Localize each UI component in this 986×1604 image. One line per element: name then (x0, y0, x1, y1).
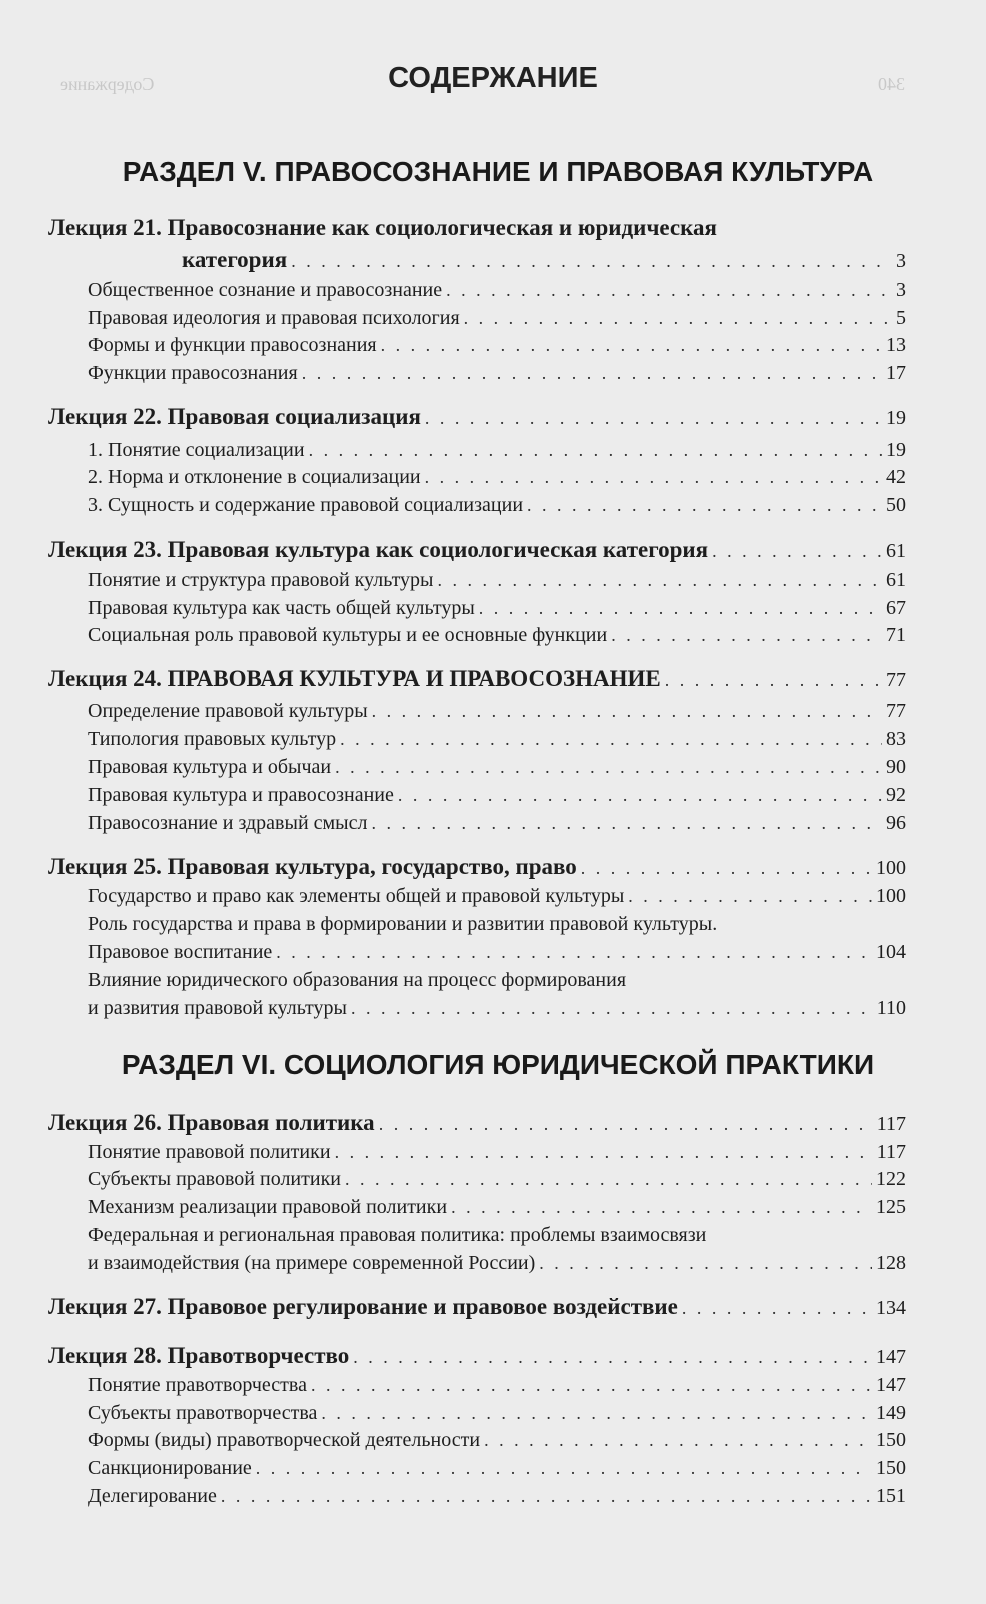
leader-dots (335, 1138, 873, 1166)
leader-dots (379, 1110, 873, 1138)
topic-row (88, 1249, 906, 1277)
topic-label: 3. Сущность и содержание правовой социализации (88, 494, 524, 516)
page-number: 19 (886, 407, 906, 429)
topic-row (88, 436, 906, 464)
leader-dots (425, 404, 882, 432)
topic-label: и взаимодействия (на примере современной России) (88, 1252, 536, 1274)
page-number: 117 (876, 1113, 906, 1135)
page-number: 67 (886, 597, 906, 619)
topic-row (88, 781, 906, 809)
page-number: 77 (886, 700, 906, 722)
page-number: 122 (876, 1168, 906, 1190)
page-title: СОДЕРЖАНИЕ (388, 62, 598, 94)
leader-dots (302, 359, 882, 387)
topic-row (88, 594, 906, 622)
topic-row (88, 1193, 906, 1221)
lecture-row (182, 246, 906, 275)
lecture-label: категория (182, 247, 288, 272)
topic-row (88, 1371, 906, 1399)
topic-label: Социальная роль правовой культуры и ее основные функции (88, 624, 608, 646)
lecture-label: Лекция 28. Правотворчество (48, 1343, 350, 1368)
leader-dots (221, 1482, 872, 1510)
lecture-label: Лекция 24. ПРАВОВАЯ КУЛЬТУРА И ПРАВОСОЗНАНИЕ (48, 666, 661, 691)
page-number: 96 (886, 812, 906, 834)
leader-dots (276, 938, 872, 966)
leader-dots (451, 1193, 872, 1221)
topic-row (88, 566, 906, 594)
topic-label: Роль государства и права в формировании и развитии правовой культуры. (88, 913, 718, 935)
leader-dots (682, 1294, 872, 1322)
lecture-label: Лекция 22. Правовая социализация (48, 404, 421, 429)
lecture-row (48, 665, 906, 694)
page-number: 13 (886, 334, 906, 356)
page-number: 3 (896, 250, 906, 272)
leader-dots (437, 566, 882, 594)
topic-label: Правовая культура и обычаи (88, 756, 332, 778)
page-number: 61 (886, 569, 906, 591)
topic-label: Правовая идеология и правовая психология (88, 307, 460, 329)
bleed-through-header: Содержание (60, 74, 155, 94)
page-number: 83 (886, 728, 906, 750)
topic-row (88, 1138, 906, 1166)
lecture-row (48, 403, 906, 432)
topic-row (88, 1165, 906, 1193)
topic-row (88, 491, 906, 519)
leader-dots (479, 594, 882, 622)
topic-row (88, 304, 906, 332)
topic-row (88, 359, 906, 387)
leader-dots (311, 1371, 872, 1399)
topic-label: Понятие и структура правовой культуры (88, 569, 434, 591)
page-number: 50 (886, 494, 906, 516)
leader-dots (371, 809, 882, 837)
topic-row (88, 1454, 906, 1482)
page-number: 117 (876, 1141, 906, 1163)
leader-dots (628, 882, 872, 910)
page-number: 147 (876, 1374, 906, 1396)
topic-row (88, 994, 906, 1022)
page-number: 134 (876, 1297, 906, 1319)
lecture-label: Лекция 23. Правовая культура как социологическая категория (48, 537, 709, 562)
page-number: 5 (896, 307, 906, 329)
leader-dots (665, 666, 882, 694)
topic-label: 1. Понятие социализации (88, 439, 305, 461)
topic-label: Субъекты правовой политики (88, 1168, 341, 1190)
page-number: 3 (896, 279, 906, 301)
topic-row (88, 331, 906, 359)
leader-dots (611, 621, 882, 649)
topic-label: и развития правовой культуры (88, 997, 347, 1019)
topic-label: Типология правовых культур (88, 728, 337, 750)
topic-label: Влияние юридического образования на процесс формирования (88, 969, 627, 991)
topic-row (88, 910, 717, 938)
topic-label: Функции правосознания (88, 362, 298, 384)
topic-label: Понятие правовой политики (88, 1141, 331, 1163)
leader-dots (351, 994, 873, 1022)
topic-row (88, 1399, 906, 1427)
leader-dots (353, 1343, 872, 1371)
lecture-row (48, 1293, 906, 1322)
leader-dots (464, 304, 892, 332)
page-number: 150 (876, 1457, 906, 1479)
page-number: 100 (876, 885, 906, 907)
topic-row (88, 1426, 906, 1454)
lecture-row (48, 1342, 906, 1371)
section-heading: РАЗДЕЛ VI. СОЦИОЛОГИЯ ЮРИДИЧЕСКОЙ ПРАКТИКИ (121, 1049, 875, 1080)
leader-dots (309, 436, 882, 464)
page-number: 92 (886, 784, 906, 806)
topic-row (88, 621, 906, 649)
lecture-label: Лекция 27. Правовое регулирование и правовое воздействие (48, 1294, 678, 1319)
lecture-row (48, 536, 906, 565)
leader-dots (345, 1165, 872, 1193)
page-number: 128 (876, 1252, 906, 1274)
page-number: 100 (876, 857, 906, 879)
lecture-row (48, 853, 906, 882)
lecture-label: Лекция 21. Правосознание как социологическая и юридическая (48, 215, 717, 240)
leader-dots (340, 725, 882, 753)
page-number: 151 (876, 1485, 906, 1507)
topic-row (88, 882, 906, 910)
topic-label: Государство и право как элементы общей и правовой культуры (88, 885, 625, 907)
page-number: 19 (886, 439, 906, 461)
topic-row (88, 966, 626, 994)
topic-row (88, 1221, 706, 1249)
page-number: 125 (876, 1196, 906, 1218)
page-number: 149 (876, 1402, 906, 1424)
leader-dots (381, 331, 882, 359)
leader-dots (425, 463, 882, 491)
section-heading: РАЗДЕЛ V. ПРАВОСОЗНАНИЕ И ПРАВОВАЯ КУЛЬТУРА (122, 156, 874, 187)
topic-label: Делегирование (88, 1485, 217, 1507)
topic-label: Формы (виды) правотворческой деятельности (88, 1429, 481, 1451)
topic-label: Правовая культура как часть общей культуры (88, 597, 475, 619)
leader-dots (256, 1454, 872, 1482)
page-number: 90 (886, 756, 906, 778)
topic-row (88, 697, 906, 725)
topic-label: Механизм реализации правовой политики (88, 1196, 448, 1218)
leader-dots (539, 1249, 872, 1277)
page-number: 77 (886, 669, 906, 691)
page-number: 147 (876, 1346, 906, 1368)
leader-dots (398, 781, 882, 809)
page-number: 110 (876, 997, 906, 1019)
bleed-through-page-number: 340 (878, 74, 905, 94)
page-number: 104 (876, 941, 906, 963)
topic-row (88, 725, 906, 753)
lecture-label: Лекция 26. Правовая политика (48, 1110, 375, 1135)
lecture-title (48, 214, 717, 242)
topic-row (88, 276, 906, 304)
topic-row (88, 1482, 906, 1510)
lecture-row (48, 1109, 906, 1138)
topic-label: Формы и функции правосознания (88, 334, 377, 356)
topic-label: Субъекты правотворчества (88, 1402, 318, 1424)
topic-label: Определение правовой культуры (88, 700, 368, 722)
topic-label: 2. Норма и отклонение в социализации (88, 466, 421, 488)
topic-label: Правовое воспитание (88, 941, 273, 963)
topic-row (88, 809, 906, 837)
topic-label: Правосознание и здравый смысл (88, 812, 368, 834)
leader-dots (291, 247, 892, 275)
lecture-label: Лекция 25. Правовая культура, государство, право (48, 854, 577, 879)
topic-label: Понятие правотворчества (88, 1374, 307, 1396)
topic-label: Федеральная и региональная правовая политика: проблемы взаимосвязи (88, 1224, 707, 1246)
topic-label: Санкционирование (88, 1457, 252, 1479)
topic-label: Общественное сознание и правосознание (88, 279, 443, 301)
page-number: 71 (886, 624, 906, 646)
leader-dots (484, 1426, 872, 1454)
leader-dots (712, 537, 882, 565)
leader-dots (321, 1399, 872, 1427)
page-number: 17 (886, 362, 906, 384)
topic-row (88, 938, 906, 966)
topic-label: Правовая культура и правосознание (88, 784, 394, 806)
topic-row (88, 463, 906, 491)
page-number: 61 (886, 540, 906, 562)
leader-dots (527, 491, 882, 519)
leader-dots (581, 854, 872, 882)
leader-dots (372, 697, 882, 725)
leader-dots (335, 753, 882, 781)
leader-dots (446, 276, 892, 304)
topic-row (88, 753, 906, 781)
page-number: 42 (886, 466, 906, 488)
page-number: 150 (876, 1429, 906, 1451)
